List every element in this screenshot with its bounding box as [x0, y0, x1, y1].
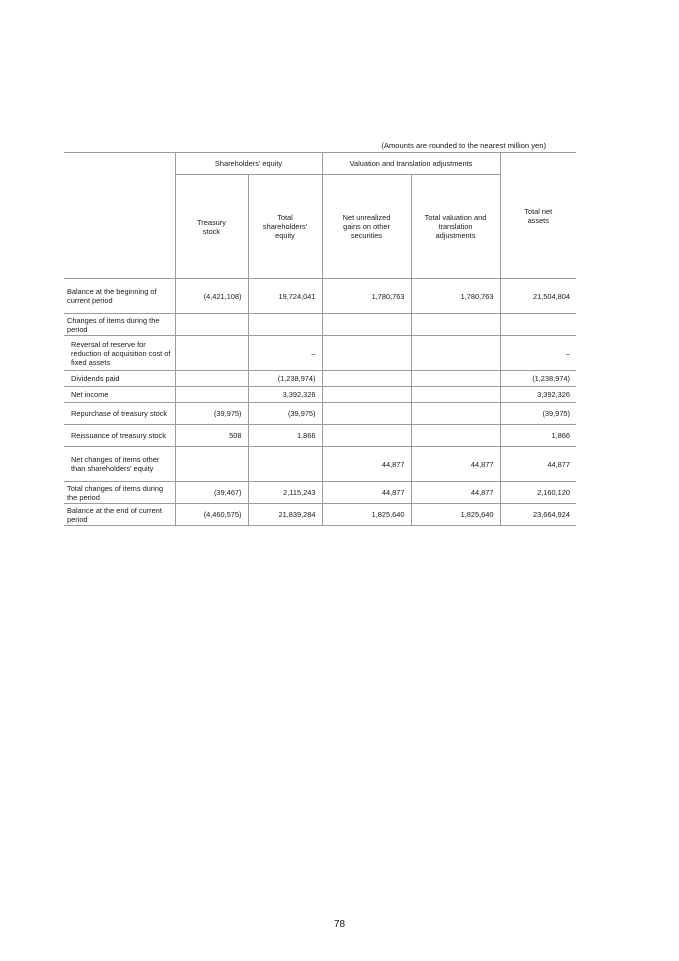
cell-value: 1,866: [500, 425, 576, 447]
cell-value: 44,877: [322, 447, 411, 482]
cell-value: [322, 425, 411, 447]
table-row: [64, 371, 576, 387]
cell-value: [175, 387, 248, 403]
amounts-note: (Amounts are rounded to the nearest million yen): [381, 141, 546, 150]
cell-value: 2,115,243: [248, 482, 322, 504]
cell-value: [175, 336, 248, 371]
cell-value: [175, 371, 248, 387]
row-label: Balance at the end of current period: [64, 504, 175, 526]
cell-value: 44,877: [500, 447, 576, 482]
col-total-valuation-adjustments: Total valuation and translation adjustments: [411, 175, 500, 279]
cell-value: [322, 314, 411, 336]
group-valuation-adjustments: Valuation and translation adjustments: [322, 153, 500, 175]
table-row: [64, 314, 576, 336]
cell-value: 44,877: [411, 482, 500, 504]
cell-value: 1,780,763: [322, 279, 411, 314]
cell-value: 44,877: [322, 482, 411, 504]
row-label: Changes of items during the period: [64, 314, 175, 336]
cell-value: [248, 314, 322, 336]
cell-value: 1,825,640: [411, 504, 500, 526]
cell-value: 19,724,041: [248, 279, 322, 314]
table-row: [64, 447, 576, 482]
cell-value: (39,975): [248, 403, 322, 425]
row-label: Reissuance of treasury stock: [64, 425, 175, 447]
cell-value: 1,780,763: [411, 279, 500, 314]
cell-value: (1,238,974): [500, 371, 576, 387]
cell-value: 2,160,120: [500, 482, 576, 504]
cell-value: [411, 403, 500, 425]
cell-value: [322, 387, 411, 403]
cell-value: [322, 336, 411, 371]
cell-value: [175, 314, 248, 336]
cell-value: (4,460,575): [175, 504, 248, 526]
table-row: [64, 387, 576, 403]
table-row: [64, 425, 576, 447]
row-label: Net income: [64, 387, 175, 403]
table-row: [64, 336, 576, 371]
table-row: [64, 504, 576, 526]
cell-value: (39,467): [175, 482, 248, 504]
statement-of-changes-table: [64, 152, 576, 526]
table-row: [64, 403, 576, 425]
cell-value: [411, 371, 500, 387]
cell-value: –: [248, 336, 322, 371]
cell-value: [248, 447, 322, 482]
cell-value: 3,392,326: [500, 387, 576, 403]
cell-value: [411, 314, 500, 336]
row-label: Total changes of items during the period: [64, 482, 175, 504]
col-total-net-assets: Total net assets: [500, 153, 576, 279]
cell-value: [411, 425, 500, 447]
cell-value: 1,866: [248, 425, 322, 447]
row-label: Dividends paid: [64, 371, 175, 387]
cell-value: 21,504,804: [500, 279, 576, 314]
col-treasury-stock: Treasury stock: [175, 175, 248, 279]
cell-value: [322, 403, 411, 425]
cell-value: 1,825,640: [322, 504, 411, 526]
cell-value: [411, 336, 500, 371]
cell-value: [500, 314, 576, 336]
cell-value: 23,664,924: [500, 504, 576, 526]
col-net-unrealized-gains: Net unrealized gains on other securities: [322, 175, 411, 279]
cell-value: (1,238,974): [248, 371, 322, 387]
cell-value: (4,421,108): [175, 279, 248, 314]
cell-value: [175, 447, 248, 482]
cell-value: –: [500, 336, 576, 371]
page-number: 78: [333, 919, 346, 930]
group-shareholders-equity: Shareholders' equity: [175, 153, 322, 175]
cell-value: (39,975): [175, 403, 248, 425]
cell-value: [322, 371, 411, 387]
cell-value: 21,839,284: [248, 504, 322, 526]
cell-value: [411, 387, 500, 403]
row-label: Repurchase of treasury stock: [64, 403, 175, 425]
cell-value: (39,975): [500, 403, 576, 425]
cell-value: 508: [175, 425, 248, 447]
col-total-shareholders-equity: Total shareholders' equity: [248, 175, 322, 279]
table-row: [64, 279, 576, 314]
cell-value: 3,392,326: [248, 387, 322, 403]
table-row: [64, 482, 576, 504]
corner-cell: [64, 153, 175, 279]
row-label: Balance at the beginning of current period: [64, 279, 175, 314]
row-label: Reversal of reserve for reduction of acquisition cost of fixed assets: [64, 336, 175, 371]
row-label: Net changes of items other than shareholders' equity: [64, 447, 175, 482]
cell-value: 44,877: [411, 447, 500, 482]
